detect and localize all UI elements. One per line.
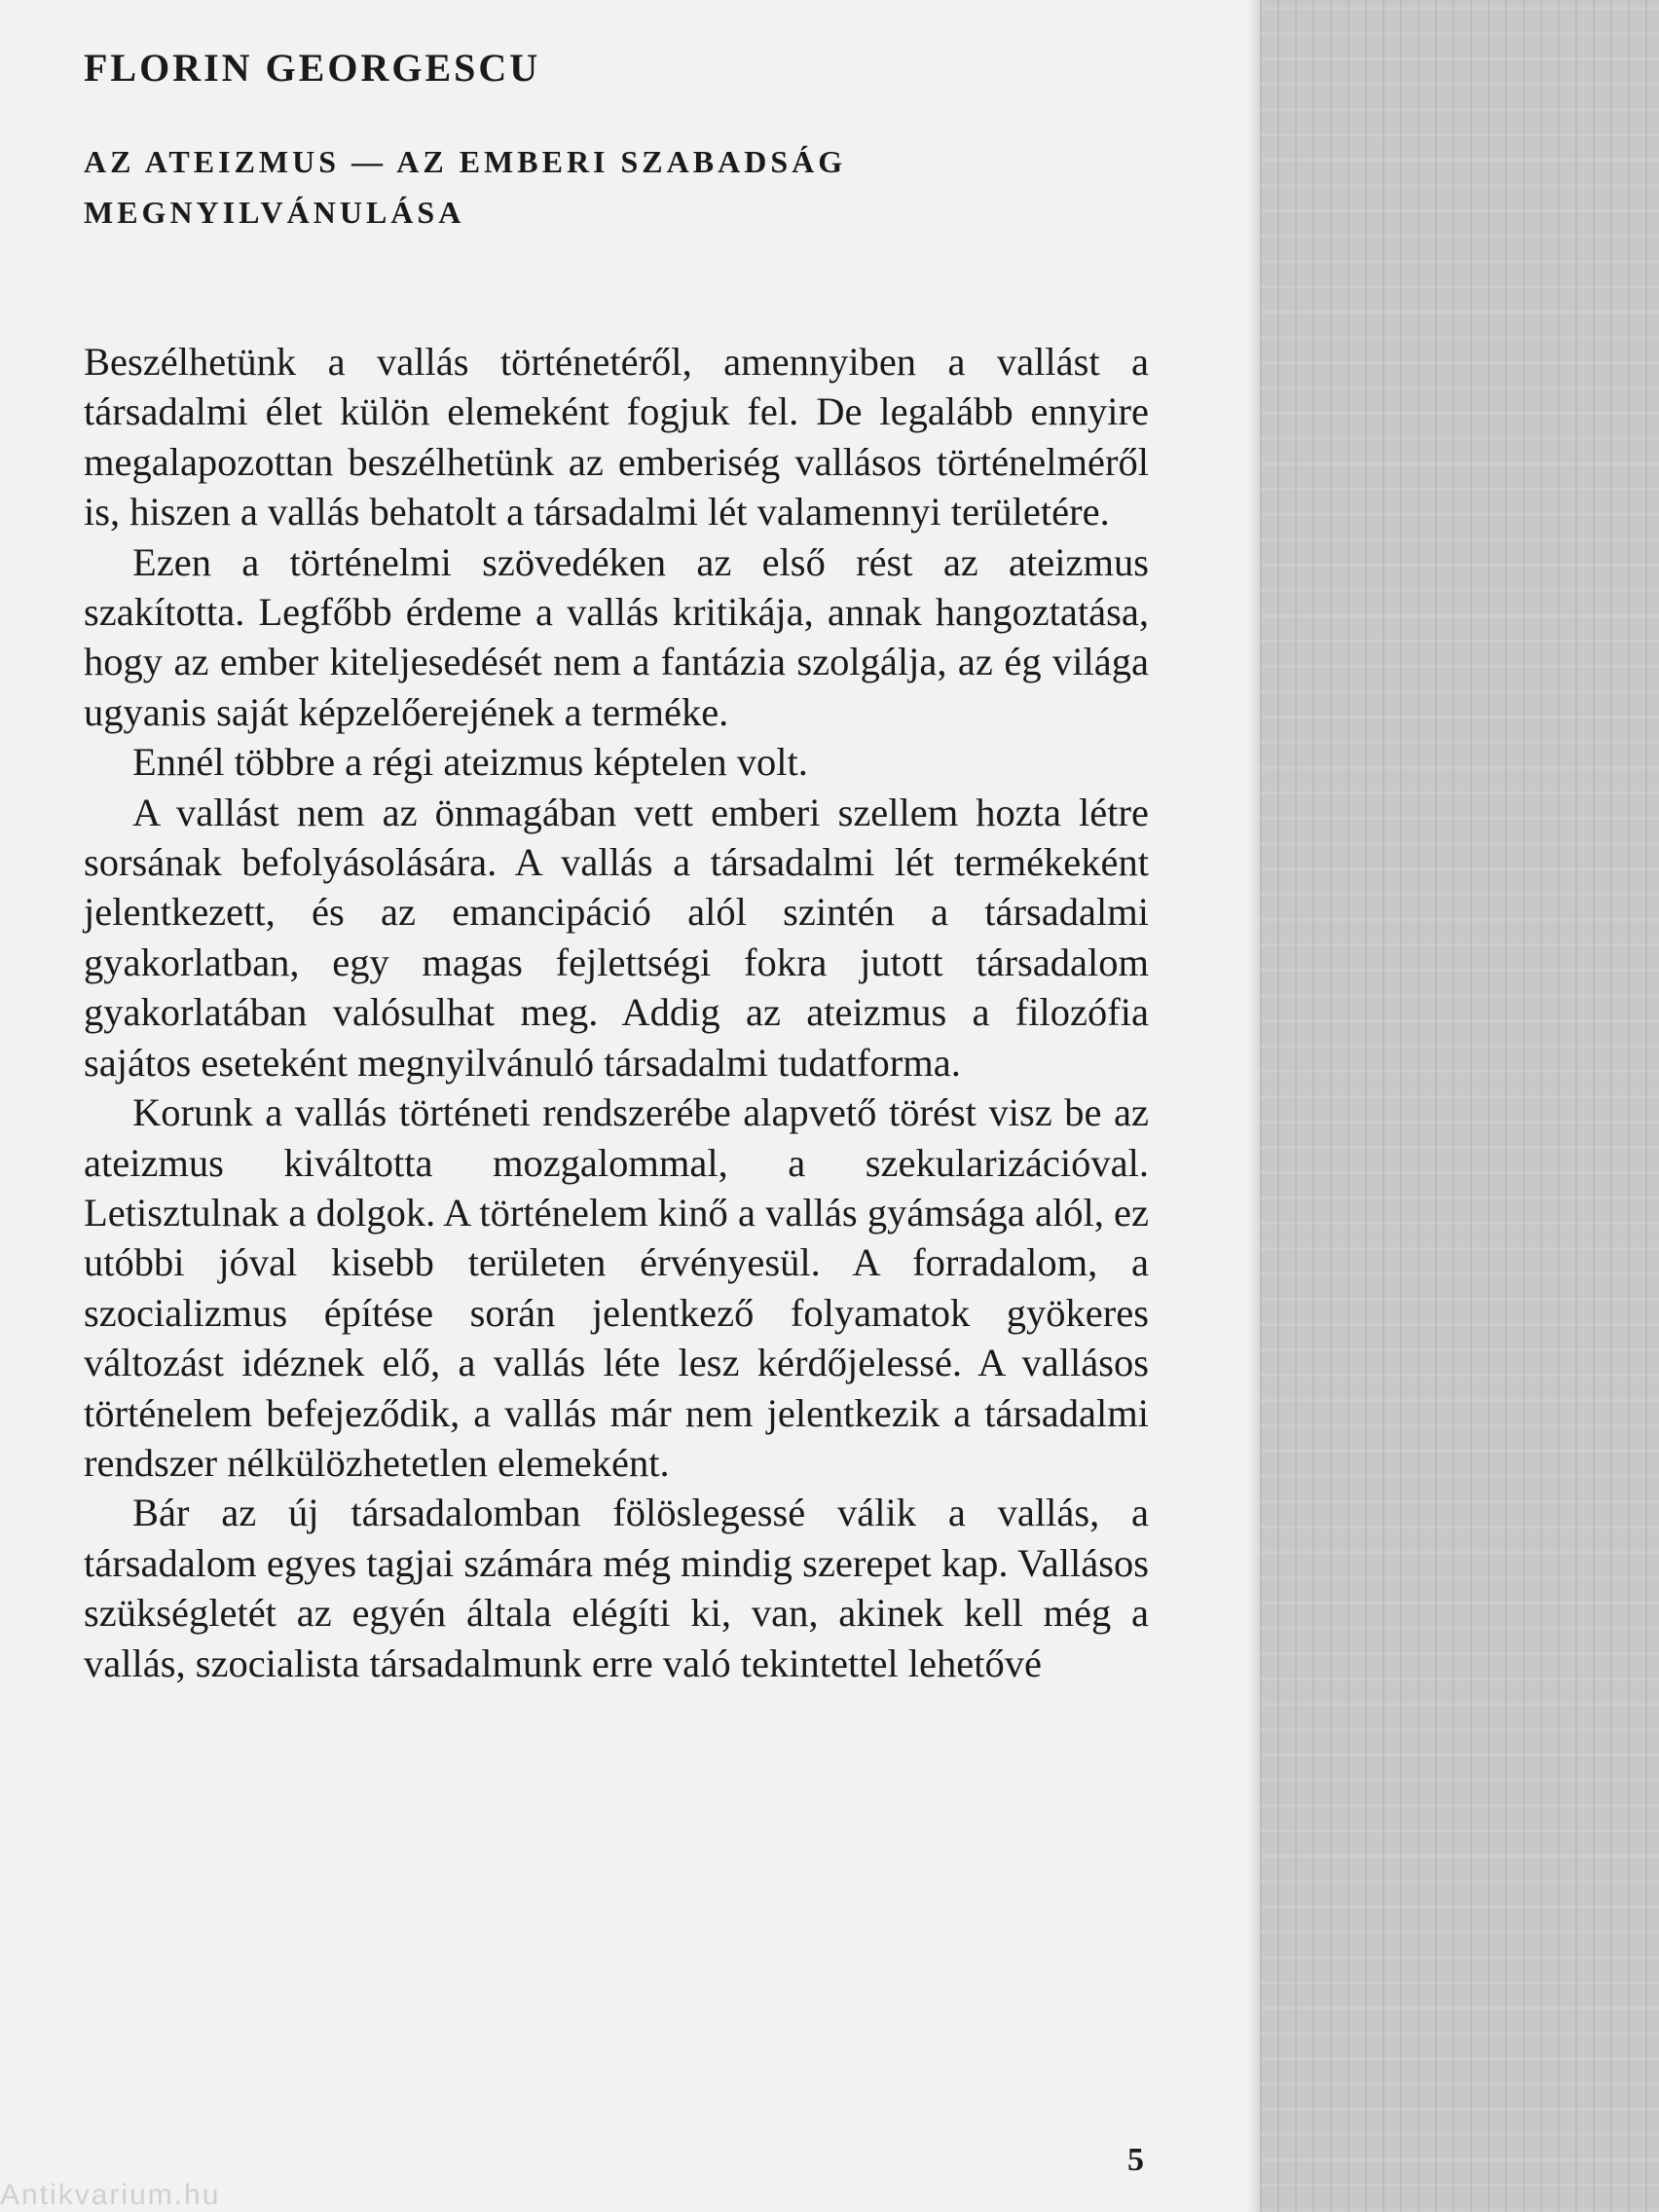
paragraph: A vallást nem az önmagában vett emberi szellem hozta létre sorsának befolyásolására. A vallás a társadalmi lét termékeként jelentkezett, és az emancipáció alól szintén a társadalmi gyakorlatban, egy magas fejlettségi fokra jutott társadalom gyakorlatában valósulhat meg. Addig az ateizmus a filozófia sajátos eseteként megnyilvánuló társadalmi tudatforma. xyxy=(84,790,1149,1085)
paragraph: Bár az új társadalomban fölöslegessé válik a vallás, a társadalom egyes tagjai számára még mindig szerepet kap. Vallásos szükségletét az egyén általa elégíti ki, van, akinek kell még a vallás, szocialista társadalmunk erre való tekintettel lehetővé xyxy=(84,1491,1149,1685)
article-body xyxy=(84,337,1149,1688)
author-name: FLORIN GEORGESCU xyxy=(84,46,541,90)
paragraph: Beszélhetünk a vallás történetéről, amennyiben a vallást a társadalmi élet külön elemeként fogjuk fel. De legalább ennyire megalapozottan beszélhetünk az emberiség vallásos történelméről is, hiszen a vallás behatolt a társadalmi lét valamennyi területére. xyxy=(84,340,1149,535)
page-number: 5 xyxy=(1127,2142,1144,2178)
page-edge xyxy=(1246,0,1260,2212)
page-content xyxy=(84,43,1149,1688)
paragraph: Korunk a vallás történeti rendszerébe alapvető törést visz be az ateizmus kiváltotta mozgalommal, a szekularizációval. Letisztulnak a dolgok. A történelem kinő a vallás gyámsága alól, ez utóbbi jóval kisebb területen érvényesül. A forradalom, a szocializmus építése során jelentkező folyamatok gyökeres változást idéznek elő, a vallás léte lesz kérdőjelessé. A vallásos történelem befejeződik, a vallás már nem jelentkezik a társadalmi rendszer nélkülözhetetlen elemeként. xyxy=(84,1090,1149,1485)
article-title: AZ ATEIZMUS — AZ EMBERI SZABADSÁG MEGNYILVÁNULÁSA xyxy=(84,144,847,230)
watermark: Antikvarium.hu xyxy=(0,2179,221,2211)
paragraph: Ennél többre a régi ateizmus képtelen volt. xyxy=(132,740,808,785)
paragraph: Ezen a történelmi szövedéken az első rést az ateizmus szakította. Legfőbb érdeme a vallás kritikája, annak hangoztatása, hogy az ember kiteljesedését nem a fantázia szolgálja, az ég világa ugyanis saját képzelőerejének a terméke. xyxy=(84,539,1149,734)
background-surface xyxy=(1260,0,1659,2212)
